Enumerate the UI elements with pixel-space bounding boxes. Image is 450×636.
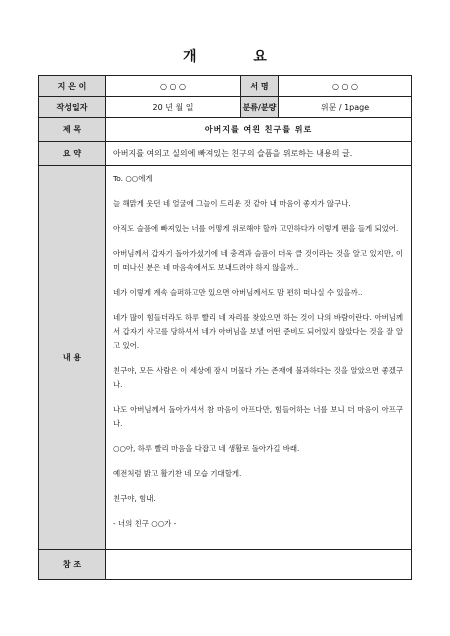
summary-value: 아버지를 여의고 실의에 빠져있는 친구의 슬픔을 위로하는 내용의 글. <box>106 142 412 166</box>
author-label: 지 은 이 <box>39 76 106 97</box>
author-row <box>39 76 412 97</box>
subject-row <box>39 118 412 142</box>
writer-label: 서 명 <box>241 76 279 97</box>
content-paragraph: 친구야, 힘내. <box>113 494 156 503</box>
subject-value: 아버지를 여읜 친구를 위로 <box>106 118 412 142</box>
date-value: 20 년 월 일 <box>106 97 241 118</box>
content-row <box>39 166 412 550</box>
content-paragraph: 아버님께서 갑자기 돌아가셨기에 네 충격과 슬픔이 더욱 클 것이라는 것을 알고 있지만, 이미 떠나신 분은 네 마음속에서도 보내드려야 하지 않을까.. <box>113 249 403 272</box>
content-paragraph: 늘 해맑게 웃던 네 얼굴에 그늘이 드리운 것 같아 내 마음이 좋지가 않구나. <box>113 199 351 208</box>
content-paragraph: 친구야, 모든 사람은 이 세상에 잠시 머물다 가는 존재에 불과하다는 것을 알았으면 좋겠구나. <box>113 366 403 389</box>
content-paragraph: To. ○○에게 <box>113 174 153 183</box>
content-paragraph: 나도 아버님께서 돌아가셔서 참 마음이 아프다만, 힘들어하는 너를 보니 더 마음이 아프구나. <box>113 405 403 428</box>
reference-row <box>39 550 412 580</box>
content-paragraph: 네가 이렇게 계속 슬퍼하고만 있으면 아버님께서도 맘 편히 떠나실 수 있을까.. <box>113 288 363 297</box>
content-paragraph: ○○아, 하루 빨리 마음을 다잡고 네 생활로 돌아가길 바래. <box>113 444 300 453</box>
content-body <box>106 166 412 550</box>
content-paragraph: 아직도 슬픔에 빠져있는 너를 어떻게 위로해야 할까 고민하다가 이렇게 펜을 들게 되었어. <box>113 224 399 233</box>
date-row <box>39 97 412 118</box>
reference-label: 참 조 <box>39 550 106 580</box>
document-title: 개 요 <box>183 49 293 65</box>
writer-value: ○ ○ ○ <box>279 76 412 97</box>
category-value: 위문 / 1page <box>279 97 412 118</box>
reference-value <box>106 550 412 580</box>
summary-form-table <box>38 75 412 580</box>
summary-label: 요 약 <box>39 142 106 166</box>
signature-line: - 너의 친구 ○○가 - <box>113 519 177 528</box>
date-label: 작성일자 <box>39 97 106 118</box>
author-value: ○ ○ ○ <box>106 76 241 97</box>
category-label: 분류/분량 <box>241 97 279 118</box>
summary-row <box>39 142 412 166</box>
subject-label: 제 목 <box>39 118 106 142</box>
content-paragraph: 네가 많이 힘들더라도 하루 빨리 네 자리를 찾았으면 하는 것이 나의 바람이란다. 아버님께서 갑자기 사고를 당하셔서 네가 아버님을 보낼 어떤 준비도 되어있지 않았다는 것을 잘 알고 있어. <box>113 313 403 350</box>
content-paragraph: 예전처럼 밝고 활기찬 네 모습 기대할게. <box>113 469 242 478</box>
content-label: 내 용 <box>39 166 106 550</box>
